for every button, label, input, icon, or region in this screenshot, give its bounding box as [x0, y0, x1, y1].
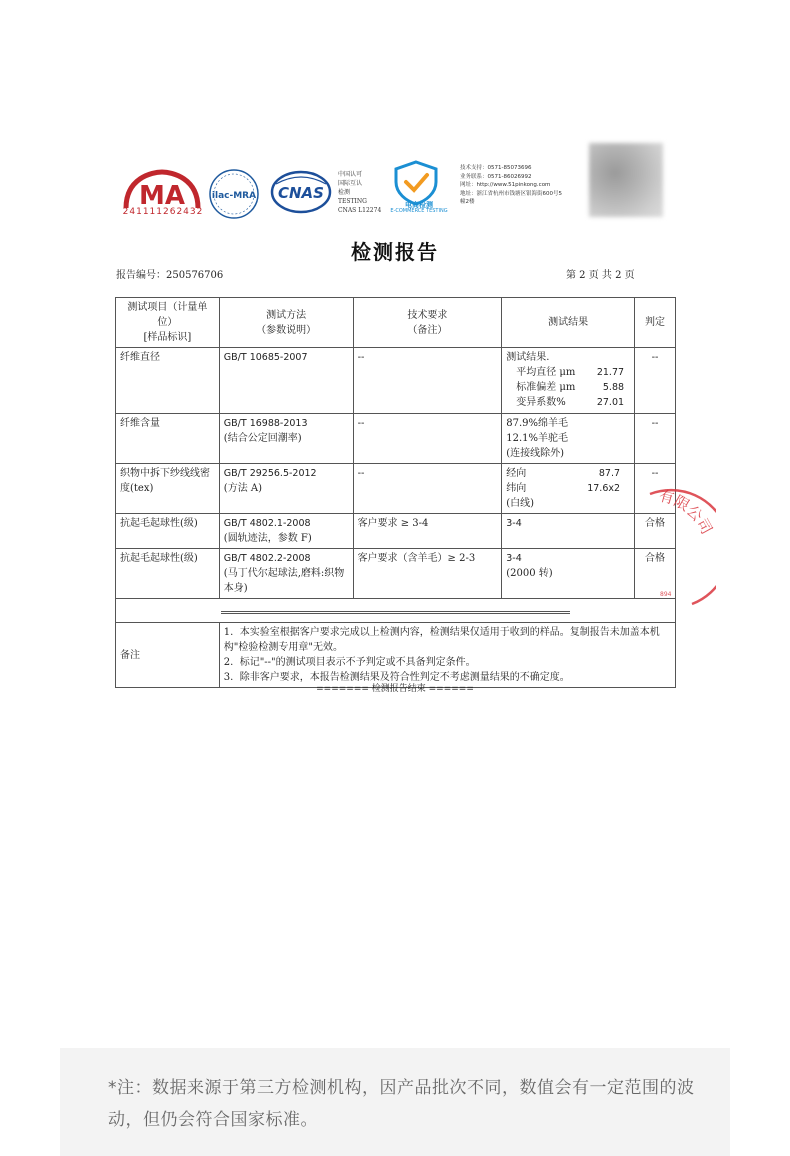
header-method	[219, 298, 353, 348]
cell-requirement: 客户要求 ≥ 3-4	[353, 514, 502, 549]
cell-method	[219, 549, 353, 599]
cnas-caption-line: CNAS L12274	[338, 207, 382, 214]
cell-method	[219, 348, 353, 414]
result-line: 12.1%羊驼毛	[506, 433, 568, 444]
result-line: 测试结果.	[506, 352, 550, 363]
contact-line: 地址：浙江省杭州市钱塘区银海街600号5	[460, 190, 562, 197]
cell-result	[502, 464, 635, 514]
report-number: 报告编号：250576706	[116, 270, 224, 281]
footnote-text: *注：数据来源于第三方检测机构，因产品批次不同，数值会有一定范围的波动，但仍会符合国家标准。	[108, 1078, 695, 1130]
remark-line: 2. 标记"--"的测试项目表示不予判定或不具备判定条件。	[223, 657, 476, 668]
cma-code: 241111262432	[122, 207, 204, 217]
cell-result	[502, 414, 635, 464]
table-row	[116, 549, 676, 599]
cnas-caption	[338, 170, 390, 215]
header-text: 测试方法	[266, 309, 307, 321]
method-line: GB/T 4802.2-2008	[223, 553, 311, 564]
result-value: 87.7	[598, 468, 621, 479]
result-value: 27.01	[596, 397, 625, 408]
result-kv	[506, 380, 630, 395]
result-line: 87.9%绵羊毛	[506, 418, 568, 429]
header-result	[502, 298, 635, 348]
method-line: (马丁代尔起球法,磨料:织物本身)	[223, 568, 345, 594]
test-results-table	[115, 297, 676, 688]
remarks-label: 备注	[116, 623, 220, 688]
result-value: 17.6x2	[587, 483, 621, 494]
cell-requirement: --	[353, 464, 502, 514]
cnas-caption-line: TESTING	[338, 198, 367, 205]
cell-verdict: --	[635, 348, 676, 414]
cell-method	[219, 514, 353, 549]
cnas-caption-line: 中国认可	[338, 171, 363, 178]
cell-item: 纤维含量	[116, 414, 220, 464]
remarks-content	[219, 623, 675, 688]
method-line: GB/T 16988-2013	[223, 418, 308, 429]
method-line: (结合公定回潮率)	[223, 433, 302, 444]
stamp-text: 有限公司	[657, 488, 716, 538]
ecommerce-title: 电商检测	[405, 201, 433, 209]
contact-line: 网址：http://www.51pinkong.com	[460, 182, 551, 188]
contact-line: 业务联系：0571-86026992	[460, 173, 532, 180]
method-line: GB/T 29256.5-2012	[223, 468, 317, 479]
cell-verdict: 合格	[635, 514, 676, 549]
header-text: 测试结果	[548, 317, 589, 328]
remark-line: 3. 除非客户要求，本报告检测结果及符合性判定不考虑测量结果的不确定度。	[223, 672, 570, 683]
cell-method	[219, 464, 353, 514]
report-end-line: ======= 检测报告结束 ======	[316, 684, 474, 694]
cell-item: 抗起毛起球性(级)	[116, 549, 220, 599]
header-text: 测试项目（计量单位）	[127, 302, 208, 328]
stamp-number: 894	[660, 591, 672, 598]
result-line: (连接线除外)	[506, 448, 565, 459]
result-key: 经向	[506, 468, 527, 479]
result-value: 21.77	[596, 367, 625, 378]
cma-text: MA	[139, 181, 185, 211]
table-header-row	[116, 298, 676, 348]
cell-result	[502, 348, 635, 414]
header-text: （参数说明）	[256, 324, 317, 336]
result-value: 5.88	[602, 382, 625, 393]
header-text: 技术要求	[407, 309, 448, 321]
cell-verdict: 合格	[635, 549, 676, 599]
ecommerce-subtitle: E-COMMERCE TESTING	[390, 208, 448, 214]
cell-item: 纤维直径	[116, 348, 220, 414]
cnas-logo	[270, 170, 332, 214]
contact-info	[460, 164, 590, 207]
cnas-text: CNAS	[278, 184, 324, 202]
ilac-mra-logo	[208, 168, 260, 220]
result-key: 标准偏差 μm	[516, 382, 576, 393]
cell-verdict: --	[635, 414, 676, 464]
result-key: 变异系数%	[516, 397, 566, 408]
double-rule	[116, 599, 676, 623]
red-seal-stamp	[620, 488, 716, 612]
table-row	[116, 514, 676, 549]
result-key: 平均直径 μm	[516, 367, 576, 378]
remark-line: 1. 本实验室根据客户要求完成以上检测内容，检测结果仅适用于收到的样品。复制报告未加盖本机构"检验检测专用章"无效。	[223, 627, 660, 653]
ilac-text: ilac-MRA	[211, 191, 257, 201]
cell-item: 织物中拆下纱线线密度(tex)	[116, 464, 220, 514]
contact-line: 技术支持：0571-85073696	[460, 165, 532, 171]
cell-item: 抗起毛起球性(级)	[116, 514, 220, 549]
blurred-qr-code	[589, 143, 663, 217]
method-line: GB/T 4802.1-2008	[223, 518, 311, 529]
remarks-row	[116, 623, 676, 688]
cell-method	[219, 414, 353, 464]
cnas-caption-line: 检测	[338, 189, 351, 196]
svg-text:有限公司	[657, 488, 716, 537]
cell-verdict: --	[635, 464, 676, 514]
header-test-item	[116, 298, 220, 348]
page-indicator: 第 2 页 共 2 页	[566, 270, 635, 281]
header-text: 判定	[645, 317, 666, 328]
cnas-caption-line: 国际互认	[338, 180, 363, 187]
result-line: 3-4	[506, 553, 522, 564]
result-kv	[506, 466, 630, 481]
table-row	[116, 348, 676, 414]
table-row	[116, 414, 676, 464]
separator-row	[116, 599, 676, 623]
report-title: 检测报告	[351, 240, 439, 264]
header-requirement	[353, 298, 502, 348]
table-row	[116, 464, 676, 514]
cell-result	[502, 549, 635, 599]
header-verdict	[635, 298, 676, 348]
result-line: 3-4	[506, 518, 522, 529]
method-line: (圆轨迹法，参数 F)	[223, 533, 312, 544]
result-line: (白线)	[506, 498, 535, 509]
method-line: (方法 A)	[223, 483, 262, 494]
header-text: [样品标识]	[143, 332, 192, 343]
cell-requirement: --	[353, 348, 502, 414]
cell-result	[502, 514, 635, 549]
header-text: （备注）	[407, 324, 448, 336]
cell-requirement: --	[353, 414, 502, 464]
cell-requirement: 客户要求（含羊毛）≥ 2-3	[353, 549, 502, 599]
result-kv	[506, 395, 630, 410]
method-line: GB/T 10685-2007	[223, 352, 308, 363]
result-line: (2000 转)	[506, 568, 553, 579]
contact-line: 幢2楼	[460, 199, 475, 205]
result-kv	[506, 481, 630, 496]
result-kv	[506, 365, 630, 380]
result-key: 纬向	[506, 483, 527, 494]
